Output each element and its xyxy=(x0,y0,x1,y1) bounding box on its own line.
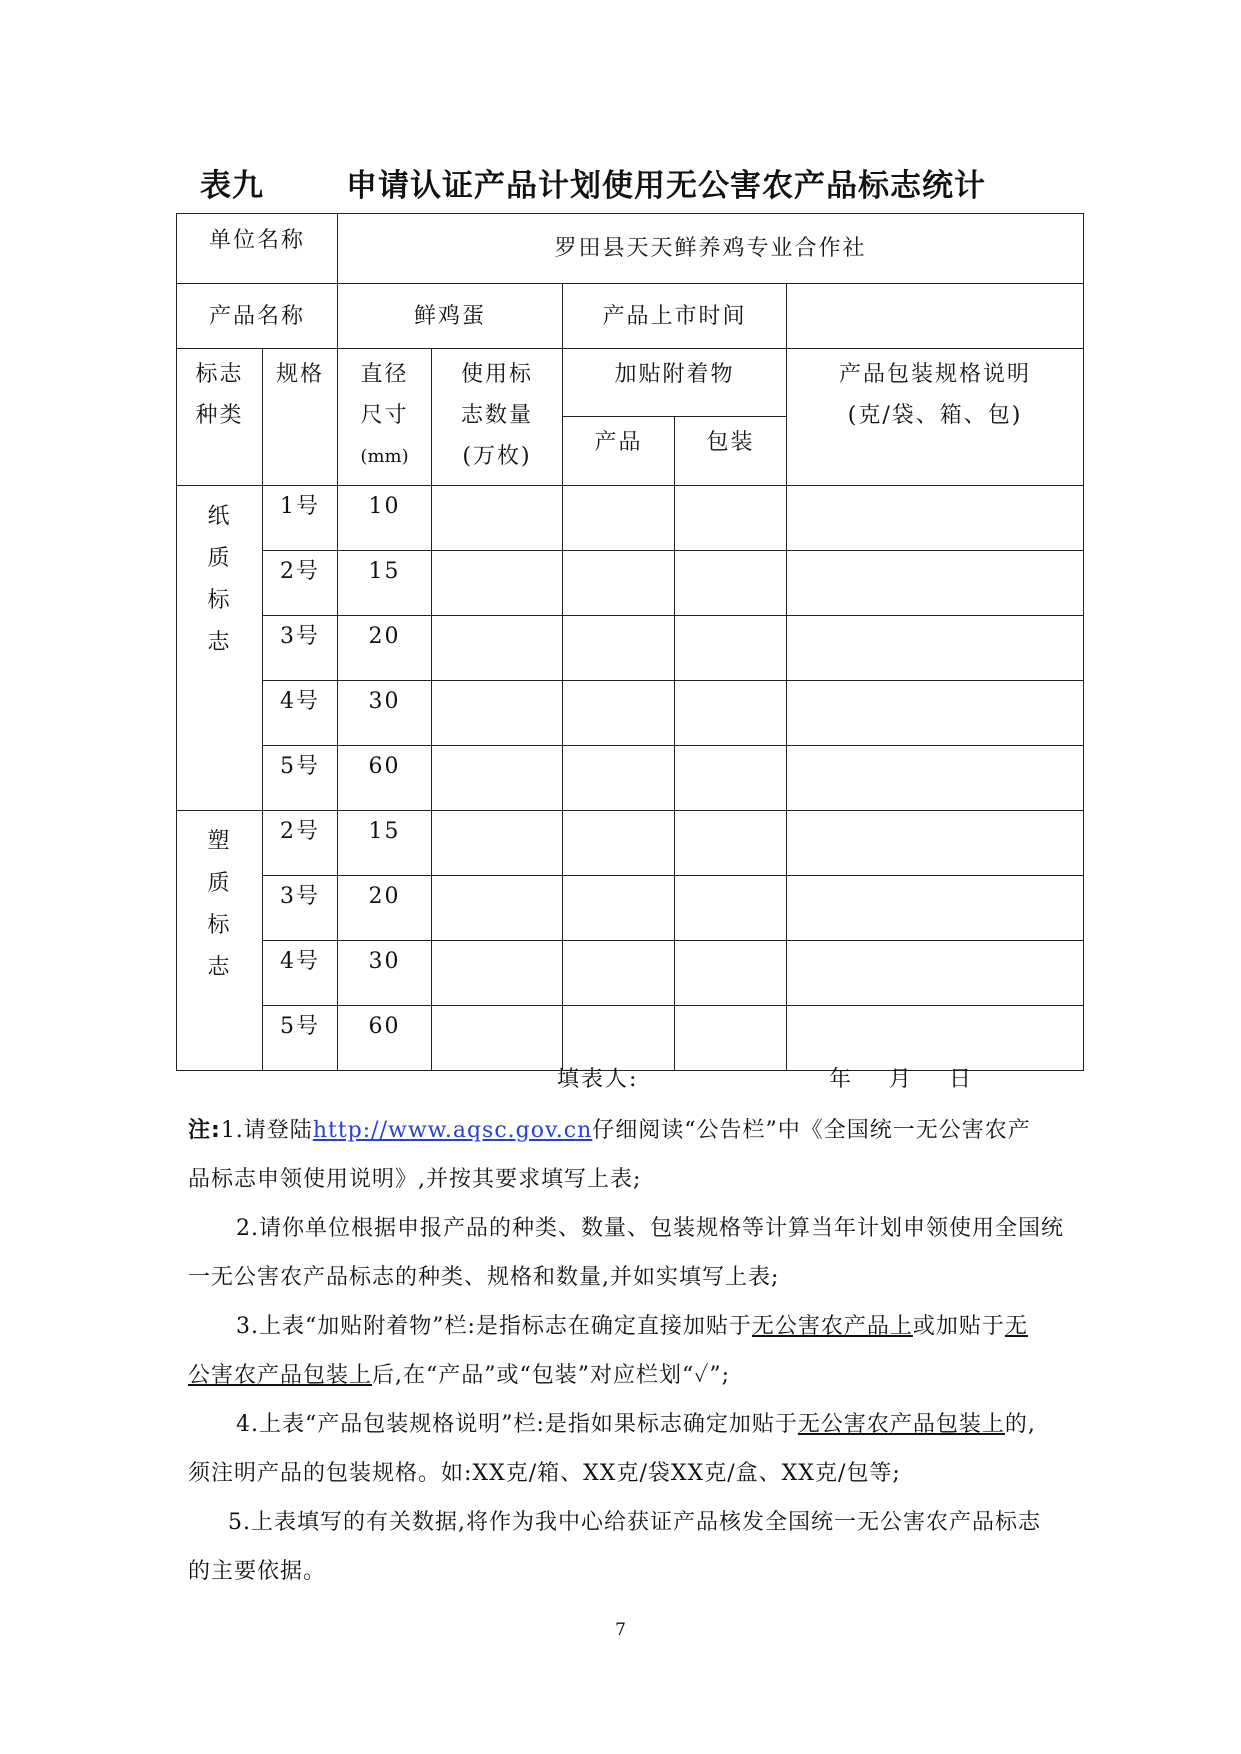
plastic-label-char: 标 xyxy=(207,913,232,938)
qty-cell[interactable] xyxy=(432,876,563,941)
spec-cell: 4号 xyxy=(263,681,338,746)
header-pack-l1: 产品包装规格说明 xyxy=(839,362,1032,387)
qty-cell[interactable] xyxy=(432,616,563,681)
header-size xyxy=(338,349,432,486)
attach-package-cell[interactable] xyxy=(675,681,787,746)
qty-cell[interactable] xyxy=(432,551,563,616)
attach-product-cell[interactable] xyxy=(563,1006,675,1071)
aqsc-link[interactable]: http://www.aqsc.gov.cn xyxy=(312,1118,593,1143)
table-row xyxy=(177,551,1084,616)
qty-cell[interactable] xyxy=(432,941,563,1006)
note-text: 或加贴于 xyxy=(912,1314,1005,1339)
spec-cell: 3号 xyxy=(263,876,338,941)
header-attach: 加贴附着物 xyxy=(563,349,787,417)
pack-spec-cell[interactable] xyxy=(787,941,1084,1006)
attach-package-cell[interactable] xyxy=(675,941,787,1006)
note-5-line-1: 5.上表填写的有关数据,将作为我中心给获证产品核发全国统一无公害农产品标志 xyxy=(228,1510,1041,1535)
plastic-label-char: 塑 xyxy=(207,829,232,854)
attach-package-cell[interactable] xyxy=(675,551,787,616)
pack-spec-cell[interactable] xyxy=(787,876,1084,941)
note-1-line-2: 品标志申领使用说明》,并按其要求填写上表; xyxy=(188,1167,642,1192)
paper-label-char: 质 xyxy=(207,546,232,571)
market-time-value[interactable] xyxy=(787,284,1084,349)
header-attach-package: 包装 xyxy=(675,417,787,486)
header-pack xyxy=(787,349,1084,486)
note-text: 后,在“产品”或“包装”对应栏划“✓”; xyxy=(372,1363,731,1388)
filler-line xyxy=(557,1062,973,1093)
header-spec: 规格 xyxy=(263,349,338,486)
note-underline: 无公害农产品上 xyxy=(751,1314,913,1339)
product-name-value[interactable]: 鲜鸡蛋 xyxy=(338,284,563,349)
header-attach-product: 产品 xyxy=(563,417,675,486)
note-2-line-1: 2.请你单位根据申报产品的种类、数量、包装规格等计算当年计划申领使用全国统 xyxy=(236,1216,1064,1241)
size-cell: 60 xyxy=(338,746,432,811)
page-number: 7 xyxy=(615,1620,626,1640)
size-cell: 20 xyxy=(338,616,432,681)
header-size-l3: (mm) xyxy=(360,446,409,467)
attach-product-cell[interactable] xyxy=(563,486,675,551)
attach-package-cell[interactable] xyxy=(675,811,787,876)
note-5-line-2: 的主要依据。 xyxy=(188,1559,327,1584)
paper-label-char: 志 xyxy=(207,630,232,655)
note-underline: 公害农产品包装上 xyxy=(188,1363,373,1388)
size-cell: 60 xyxy=(338,1006,432,1071)
table-row xyxy=(177,876,1084,941)
attach-product-cell[interactable] xyxy=(563,551,675,616)
size-cell: 30 xyxy=(338,941,432,1006)
paper-label-group xyxy=(177,486,263,811)
attach-product-cell[interactable] xyxy=(563,876,675,941)
attach-product-cell[interactable] xyxy=(563,746,675,811)
pack-spec-cell[interactable] xyxy=(787,1006,1084,1071)
table-row xyxy=(177,616,1084,681)
header-qty-l3: (万枚) xyxy=(462,444,532,469)
size-cell: 20 xyxy=(338,876,432,941)
attach-package-cell[interactable] xyxy=(675,486,787,551)
header-pack-l2: (克/袋、箱、包) xyxy=(847,403,1023,428)
attach-product-cell[interactable] xyxy=(563,941,675,1006)
filler-date: 年 月 日 xyxy=(829,1067,973,1092)
table-code: 表九 xyxy=(200,168,264,204)
pack-spec-cell[interactable] xyxy=(787,746,1084,811)
note-text: 1.请登陆 xyxy=(220,1118,313,1143)
pack-spec-cell[interactable] xyxy=(787,486,1084,551)
qty-cell[interactable] xyxy=(432,1006,563,1071)
note-text: 3.上表“加贴附着物”栏:是指标志在确定直接加贴于 xyxy=(236,1314,752,1339)
note-text: 的, xyxy=(1004,1412,1036,1437)
size-cell: 15 xyxy=(338,551,432,616)
note-underline: 无公害农产品包装上 xyxy=(797,1412,1005,1437)
header-size-l2: 尺寸 xyxy=(360,403,409,428)
attach-package-cell[interactable] xyxy=(675,746,787,811)
pack-spec-cell[interactable] xyxy=(787,681,1084,746)
paper-label-char: 纸 xyxy=(207,504,232,529)
note-4-line-1 xyxy=(188,1400,1123,1449)
qty-cell[interactable] xyxy=(432,486,563,551)
note-3-line-2 xyxy=(188,1351,1123,1400)
table-row xyxy=(177,681,1084,746)
paper-label-char: 标 xyxy=(207,588,232,613)
label-usage-table xyxy=(176,213,1084,1071)
header-label-type-l2: 种类 xyxy=(195,403,244,428)
note-text: 仔细阅读“公告栏”中《全国统一无公害农产 xyxy=(592,1118,1031,1143)
table-row xyxy=(177,941,1084,1006)
filler-label: 填表人: xyxy=(557,1067,639,1092)
table-title: 申请认证产品计划使用无公害农产品标志统计 xyxy=(346,168,986,204)
spec-cell: 1号 xyxy=(263,486,338,551)
plastic-label-group xyxy=(177,811,263,1071)
spec-cell: 4号 xyxy=(263,941,338,1006)
note-1-line-1 xyxy=(188,1106,1123,1155)
attach-product-cell[interactable] xyxy=(563,681,675,746)
pack-spec-cell[interactable] xyxy=(787,616,1084,681)
unit-name-label: 单位名称 xyxy=(177,214,338,284)
attach-package-cell[interactable] xyxy=(675,616,787,681)
size-cell: 15 xyxy=(338,811,432,876)
qty-cell[interactable] xyxy=(432,681,563,746)
attach-package-cell[interactable] xyxy=(675,876,787,941)
unit-name-value[interactable]: 罗田县天天鲜养鸡专业合作社 xyxy=(338,214,1084,284)
header-label-type xyxy=(177,349,263,486)
spec-cell: 2号 xyxy=(263,551,338,616)
attach-product-cell[interactable] xyxy=(563,811,675,876)
spec-cell: 5号 xyxy=(263,746,338,811)
notes-label: 注: xyxy=(188,1118,221,1143)
product-name-label: 产品名称 xyxy=(177,284,338,349)
plastic-label-char: 质 xyxy=(207,871,232,896)
notes-block xyxy=(188,1106,1123,1596)
size-cell: 30 xyxy=(338,681,432,746)
spec-cell: 5号 xyxy=(263,1006,338,1071)
note-4-line-2: 须注明产品的包装规格。如:XX克/箱、XX克/袋XX克/盒、XX克/包等; xyxy=(188,1461,901,1486)
attach-product-cell[interactable] xyxy=(563,616,675,681)
header-qty xyxy=(432,349,563,486)
table-row xyxy=(177,486,1084,551)
header-label-type-l1: 标志 xyxy=(195,362,244,387)
size-cell: 10 xyxy=(338,486,432,551)
note-underline: 无 xyxy=(1004,1314,1028,1339)
spec-cell: 3号 xyxy=(263,616,338,681)
qty-cell[interactable] xyxy=(432,811,563,876)
spec-cell: 2号 xyxy=(263,811,338,876)
table-row xyxy=(177,1006,1084,1071)
plastic-label-char: 志 xyxy=(207,955,232,980)
header-qty-l1: 使用标 xyxy=(461,362,534,387)
header-qty-l2: 志数量 xyxy=(461,403,534,428)
qty-cell[interactable] xyxy=(432,746,563,811)
table-row xyxy=(177,811,1084,876)
pack-spec-cell[interactable] xyxy=(787,551,1084,616)
market-time-label: 产品上市时间 xyxy=(563,284,787,349)
header-size-l1: 直径 xyxy=(360,362,409,387)
note-2-line-2: 一无公害农产品标志的种类、规格和数量,并如实填写上表; xyxy=(188,1265,780,1290)
attach-package-cell[interactable] xyxy=(675,1006,787,1071)
note-3-line-1 xyxy=(188,1302,1123,1351)
note-text: 4.上表“产品包装规格说明”栏:是指如果标志确定加贴于 xyxy=(236,1412,798,1437)
page-title xyxy=(200,160,986,205)
table-row xyxy=(177,746,1084,811)
pack-spec-cell[interactable] xyxy=(787,811,1084,876)
